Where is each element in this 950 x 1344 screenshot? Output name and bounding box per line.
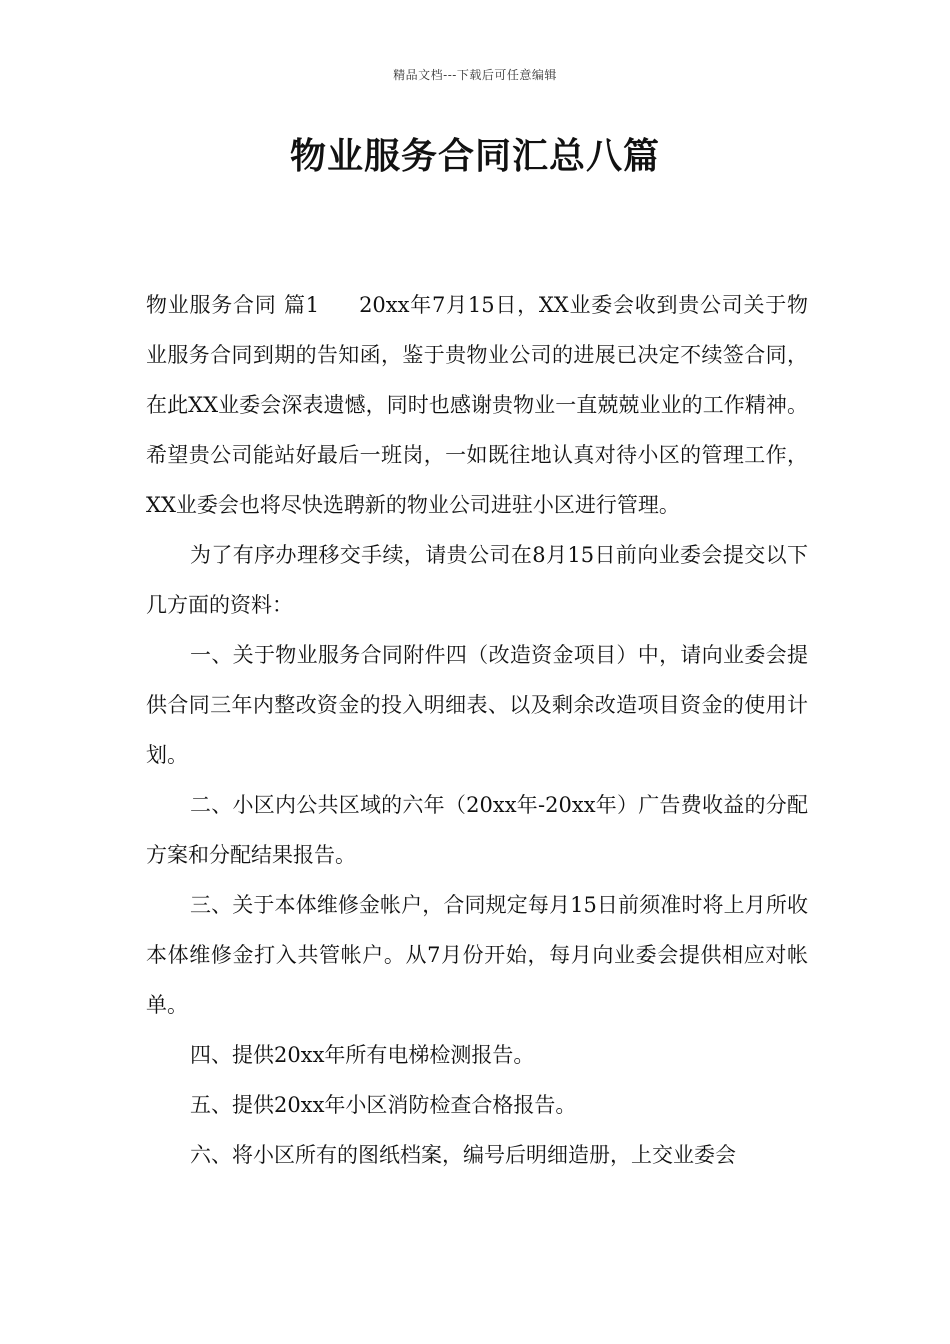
list-item: 四、提供20xx年所有电梯检测报告。 <box>190 1043 535 1067</box>
document-body <box>146 280 808 1180</box>
list-item: 三、关于本体维修金帐户，合同规定每月15日前须准时将上月所收本体维修金打入共管帐户。从7月份开始，每月向业委会提供相应对帐单。 <box>146 893 808 1017</box>
page-header-note: 精品文档---下载后可任意编辑 <box>393 68 557 82</box>
list-item: 五、提供20xx年小区消防检查合格报告。 <box>190 1093 577 1117</box>
paragraph: 为了有序办理移交手续，请贵公司在8月15日前向业委会提交以下几方面的资料： <box>146 543 808 617</box>
list-item: 一、关于物业服务合同附件四（改造资金项目）中，请向业委会提供合同三年内整改资金的投入明细表、以及剩余改造项目资金的使用计划。 <box>146 643 808 767</box>
list-item: 二、小区内公共区域的六年（20xx年-20xx年）广告费收益的分配方案和分配结果报告。 <box>146 793 808 867</box>
paragraph-intro <box>146 280 808 530</box>
section-label: 物业服务合同 篇1 <box>146 293 320 317</box>
list-item: 六、将小区所有的图纸档案，编号后明细造册，上交业委会 <box>190 1143 736 1167</box>
document-title: 物业服务合同汇总八篇 <box>289 136 660 177</box>
paragraph-text: 20xx年7月15日，XX业委会收到贵公司关于物业服务合同到期的告知函，鉴于贵物业公司的进展已决定不续签合同，在此XX业委会深表遗憾，同时也感谢贵物业一直兢兢业业的工作精神。希望贵公司能站好最后一班岗，一如既往地认真对待小区的管理工作，XX业委会也将尽快选聘新的物业公司进驻小区进行管理。 <box>146 293 808 517</box>
